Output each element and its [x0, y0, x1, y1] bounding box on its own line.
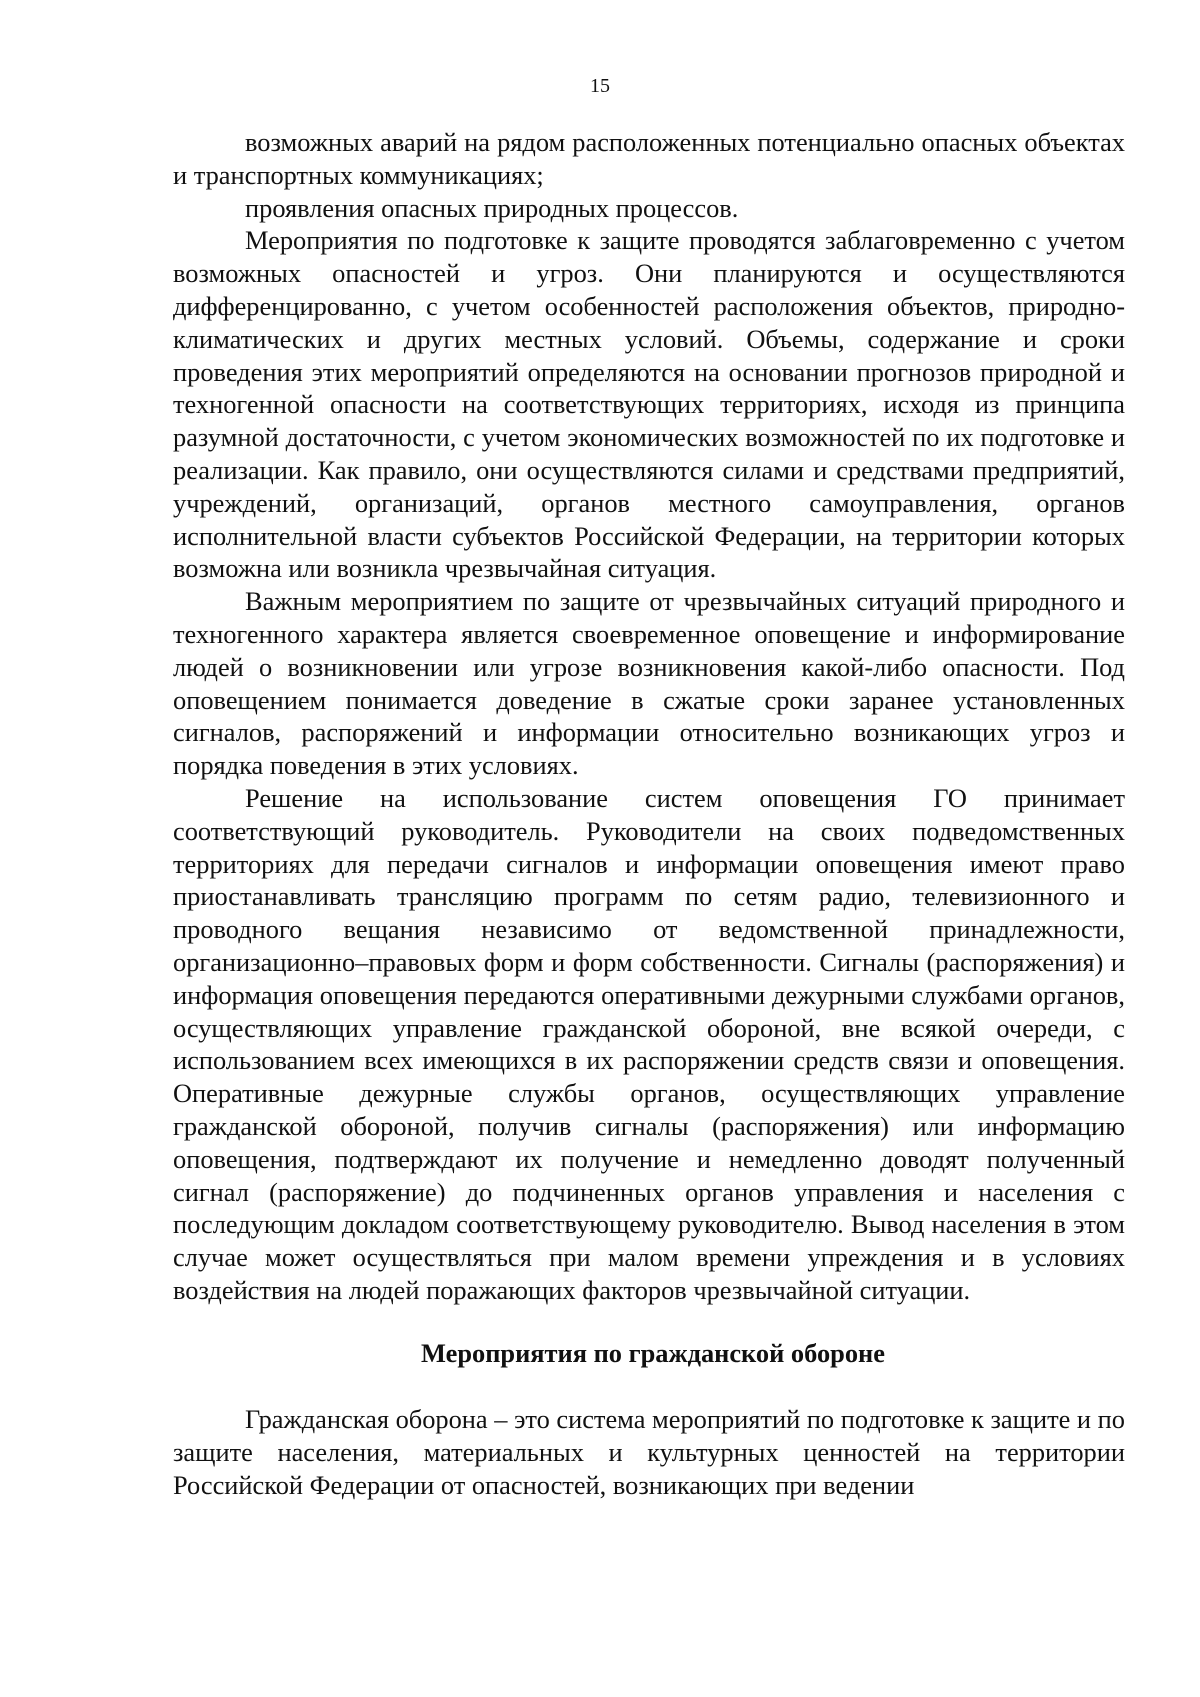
paragraph-civil-defense: Гражданская оборона – это система мероприятий по подготовке к защите и по защите населения, материальных и культурных ценностей на территории Российской Федерации от опасностей, возникающих при ведении: [173, 1404, 1125, 1501]
paragraph-continuation: возможных аварий на рядом расположенных потенциально опасных объектах и транспортных коммуникациях;: [173, 127, 1125, 190]
page-number: 15: [590, 75, 610, 97]
paragraph-protection-measures: Мероприятия по подготовке к защите проводятся заблаговременно с учетом возможных опасностей и угроз. Они планируются и осуществляются дифференцированно, с учетом особенностей расположения объектов, природно-климатических и других местных условий. Объемы, содержание и сроки проведения этих мероприятий определяются на основании прогнозов природной и техногенной опасности на соответствующих территориях, исходя из принципа разумной достаточности, с учетом экономических возможностей по их подготовке и реализации. Как правило, они осуществляются силами и средствами предприятий, учреждений, организаций, органов местного самоуправления, органов исполнительной власти субъектов Российской Федерации, на территории которых возможна или возникла чрезвычайная ситуация.: [173, 225, 1125, 584]
paragraph-notification: Важным мероприятием по защите от чрезвычайных ситуаций природного и техногенного характера является своевременное оповещение и информирование людей о возникновении или угрозе возникновения какой-либо опасности. Под оповещением понимается доведение в сжатые сроки заранее установленных сигналов, распоряжений и информации относительно возникающих угроз и порядка поведения в этих условиях.: [173, 586, 1125, 781]
section-heading: Мероприятия по гражданской обороне: [421, 1337, 885, 1368]
paragraph-notification-systems: Решение на использование систем оповещения ГО принимает соответствующий руководитель. Руководители на своих подведомственных территориях для передачи сигналов и информации оповещения имеют право приостанавливать трансляцию программ по сетям радио, телевизионного и проводного вещания независимо от ведомственной принадлежности, организационно–правовых форм и форм собственности. Сигналы (распоряжения) и информация оповещения передаются оперативными дежурными службами органов, осуществляющих управление гражданской обороной, вне всякой очереди, с использованием всех имеющихся в их распоряжении средств связи и оповещения. Оперативные дежурные службы органов, осуществляющих управление гражданской обороной, получив сигналы (распоряжения) или информацию оповещения, подтверждают их получение и немедленно доводят полученный сигнал (распоряжение) до подчиненных органов управления и населения с последующим докладом соответствующему руководителю. Вывод населения в этом случае может осуществляться при малом времени упреждения и в условиях воздействия на людей поражающих факторов чрезвычайной ситуации.: [173, 782, 1125, 1305]
document-body: [173, 126, 1125, 1502]
paragraph-list-item: проявления опасных природных процессов.: [245, 192, 739, 223]
